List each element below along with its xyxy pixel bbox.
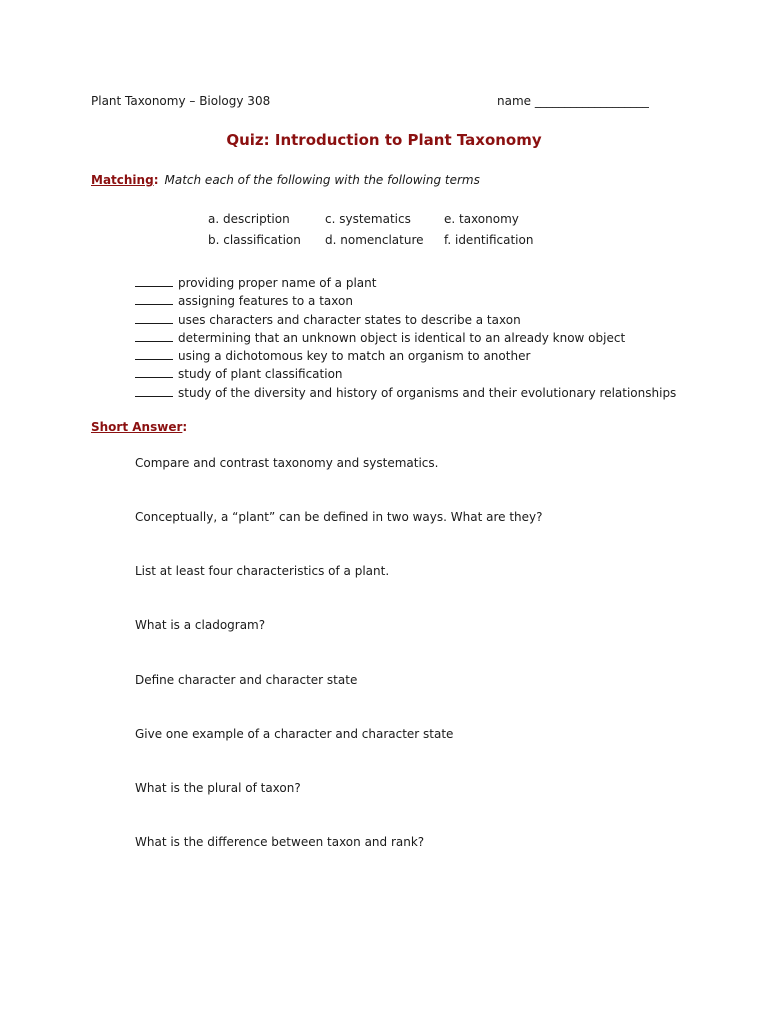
short-answer-question: Give one example of a character and character state: [135, 727, 454, 741]
matching-item-text: study of the diversity and history of organisms and their evolutionary relationships: [178, 385, 677, 400]
short-answer-question: What is the plural of taxon?: [135, 781, 301, 795]
term: d. nomenclature: [325, 233, 424, 247]
answer-blank: [135, 366, 173, 378]
term: a. description: [208, 212, 290, 226]
term: e. taxonomy: [444, 212, 519, 226]
term-list: [208, 212, 564, 247]
matching-colon: :: [153, 173, 159, 187]
matching-item: [135, 347, 676, 365]
matching-item: [135, 365, 676, 383]
answer-blank: [135, 275, 173, 287]
matching-items: [135, 274, 676, 402]
term: c. systematics: [325, 212, 411, 226]
short-answer-label: Short Answer: [91, 420, 183, 434]
answer-blank: [135, 348, 173, 360]
short-answer-heading: [91, 420, 187, 434]
matching-item: [135, 329, 676, 347]
short-answer-question: What is the difference between taxon and rank?: [135, 835, 425, 849]
matching-item-text: study of plant classification: [178, 367, 343, 382]
term: b. classification: [208, 233, 301, 247]
matching-label: Matching: [91, 173, 154, 187]
answer-blank: [135, 385, 173, 397]
short-answer-colon: :: [182, 420, 188, 434]
page-title: Quiz: Introduction to Plant Taxonomy: [226, 131, 542, 149]
matching-item-text: uses characters and character states to describe a taxon: [178, 312, 521, 327]
matching-item-text: providing proper name of a plant: [178, 276, 377, 290]
short-answer-question: Compare and contrast taxonomy and systematics.: [135, 456, 439, 470]
course-header: Plant Taxonomy – Biology 308: [91, 94, 271, 108]
matching-item: [135, 292, 676, 310]
matching-item-text: assigning features to a taxon: [178, 294, 353, 309]
short-answer-question: Define character and character state: [135, 673, 358, 687]
matching-item: [135, 274, 676, 292]
matching-item-text: determining that an unknown object is identical to an already know object: [178, 330, 626, 345]
matching-instruction: Match each of the following with the following terms: [164, 173, 480, 187]
short-answer-question: Conceptually, a “plant” can be defined in two ways. What are they?: [135, 510, 543, 524]
name-field: name ___________________: [497, 94, 649, 108]
answer-blank: [135, 293, 173, 305]
answer-blank: [135, 312, 173, 324]
matching-item: [135, 311, 676, 329]
matching-item: [135, 384, 676, 402]
short-answer-question: List at least four characteristics of a plant.: [135, 564, 390, 578]
short-answer-question: What is a cladogram?: [135, 618, 266, 632]
matching-heading: [91, 173, 480, 187]
term: f. identification: [444, 233, 534, 247]
answer-blank: [135, 330, 173, 342]
matching-item-text: using a dichotomous key to match an organism to another: [178, 349, 531, 364]
